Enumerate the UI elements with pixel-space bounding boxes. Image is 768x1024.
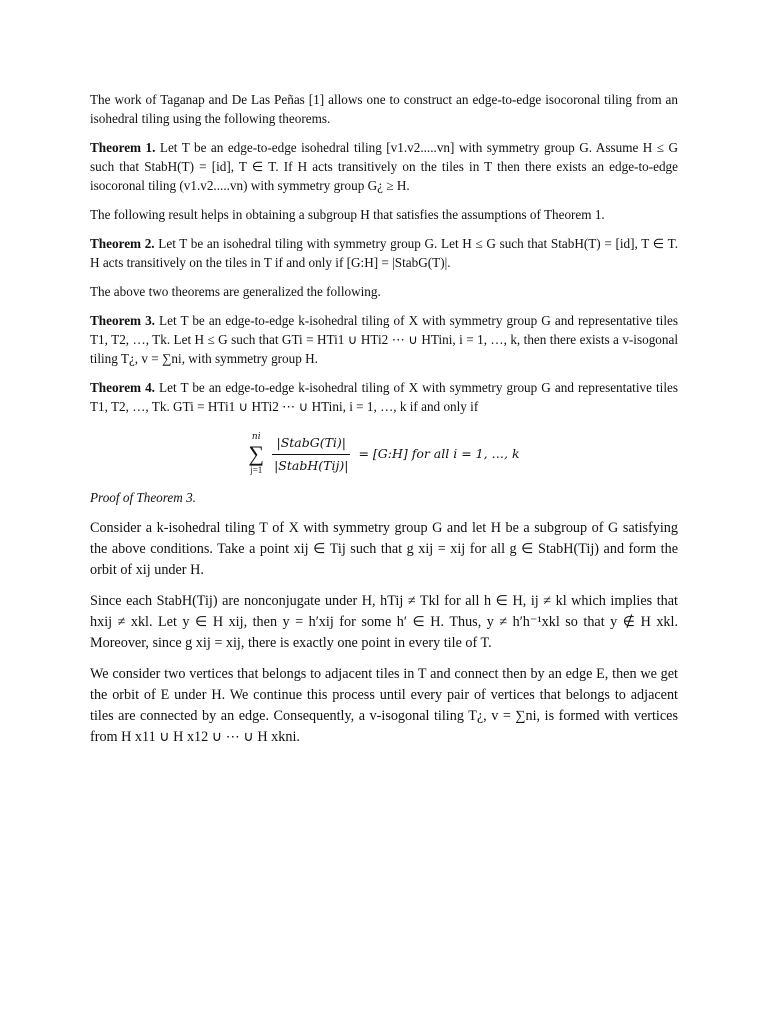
- intro-paragraph: The work of Taganap and De Las Peñas [1] allows one to construct an edge-to-edge isocoronal tiling from an isohedral tiling using the following theorems.: [90, 92, 678, 126]
- sum-upper-limit: ni: [251, 432, 261, 442]
- sum-lower-limit: j=1: [250, 465, 263, 475]
- theorem-3-label: Theorem 3.: [90, 313, 155, 328]
- theorem-3-text: Let T be an edge-to-edge k-isohedral tiling of X with symmetry group G and representative tiles T1, T2, …, Tk. Let H ≤ G such that GTi = HTi1 ∪ HTi2 ⋯ ∪ HTini, i = 1, …, k, then there exists a v-isogonal tiling T¿, v = ∑ni, with symmetry group H.: [90, 313, 678, 366]
- theorem-2-text: Let T be an isohedral tiling with symmetry group G. Let H ≤ G such that StabH(T) = [id], T ∈ T. H acts transitively on the tiles in T if and only if [G:H] = |StabG(T)|.: [90, 236, 679, 270]
- sigma-symbol: ∑: [248, 441, 265, 466]
- following-result-paragraph: The following result helps in obtaining a subgroup H that satisfies the assumptions of Theorem 1.: [90, 207, 605, 222]
- formula-rhs: = [G:H] for all i = 1, …, k: [358, 446, 520, 461]
- proof-body: [90, 518, 678, 748]
- theorem-2: [90, 234, 678, 272]
- theorem-4-label: Theorem 4.: [90, 380, 155, 395]
- proof-paragraph-2: Since each StabH(Tij) are nonconjugate under H, hTij ≠ Tkl for all h ∈ H, ij ≠ kl which implies that hxij ≠ xkl. Let y ∈ H xij, then y = h′xij for some h′ ∈ H. Thus, y ≠ h′h⁻¹xkl so that y ∉ H xkl. Moreover, since g xij = xij, there is exactly one point in every tile of T.: [90, 593, 678, 651]
- fraction-denominator: |StabH(Tij)|: [274, 457, 349, 473]
- theorem-1-label: Theorem 1.: [90, 140, 156, 155]
- theorem-2-label: Theorem 2.: [90, 236, 155, 251]
- proof-paragraph-3: We consider two vertices that belongs to adjacent tiles in T and connect then by an edge E, then we get the orbit of E under H. We continue this process until every pair of vertices that belongs to adjacent tiles are connected by an edge. Consequently, a v-isogonal tiling T¿, v = ∑ni, is formed with vertices from H x11 ∪ H x12 ∪ ⋯ ∪ H xkni.: [90, 666, 678, 745]
- proof-paragraph-1: Consider a k-isohedral tiling T of X with symmetry group G and let H be a subgroup of G satisfying the above conditions. Take a point xij ∈ Tij such that g xij = xij for all g ∈ StabH(Tij) and form the orbit of xij under H.: [90, 520, 678, 578]
- theorem-1: [90, 138, 678, 195]
- document-page: [90, 90, 678, 758]
- proof-heading: Proof of Theorem 3.: [90, 490, 196, 505]
- theorem-3: [90, 311, 678, 368]
- sum-formula: [90, 426, 678, 476]
- theorem-1-text: Let T be an edge-to-edge isohedral tiling [v1.v2.....vn] with symmetry group G. Assume H ≤ G such that StabH(T) = [id], T ∈ T. If H acts transitively on the tiles in T then there exists an edge-to-edge isocoronal tiling (v1.v2.....vn) with symmetry group G¿ ≥ H.: [90, 140, 679, 193]
- theorem-4: [90, 378, 678, 416]
- generalized-paragraph: The above two theorems are generalized the following.: [90, 284, 381, 299]
- theorem-4-text: Let T be an edge-to-edge k-isohedral tiling of X with symmetry group G and representative tiles T1, T2, …, Tk. GTi = HTi1 ∪ HTi2 ⋯ ∪ HTini, i = 1, …, k if and only if: [90, 380, 678, 414]
- fraction-numerator: |StabG(Ti)|: [272, 434, 350, 455]
